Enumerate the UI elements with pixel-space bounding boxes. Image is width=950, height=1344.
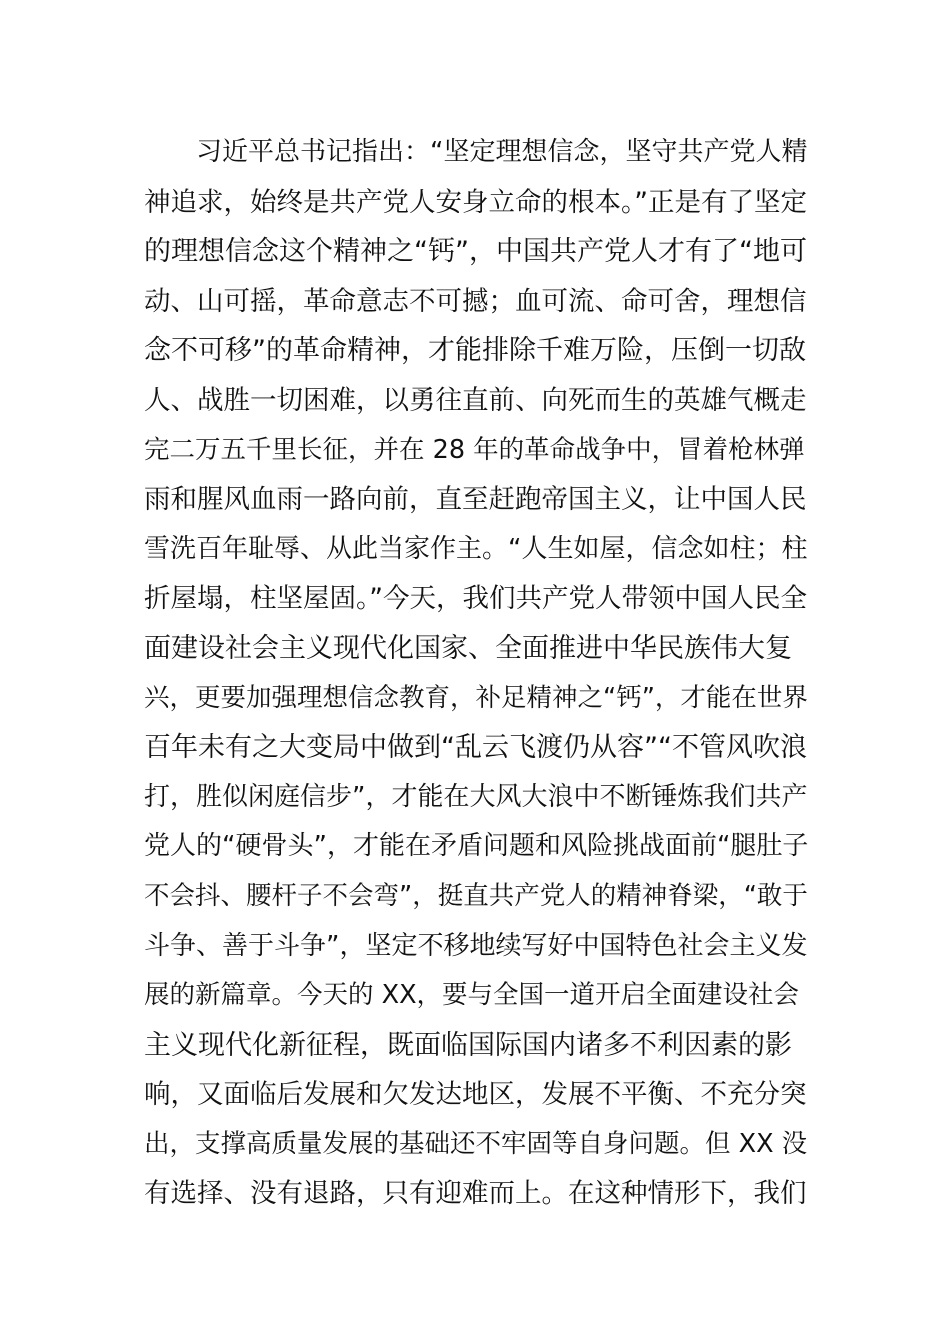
text-line: 有选择、没有退路，只有迎难而上。在这种情形下，我们: [144, 1178, 807, 1210]
text-line: 兴，更要加强理想信念教育，补足精神之“钙”，才能在世界: [144, 682, 808, 713]
text-line: 折屋塌，柱坚屋固。”今天，我们共产党人带领中国人民全: [144, 583, 807, 615]
text-line: 展的新篇章。今天的 XX，要与全国一道开启全面建设社会: [144, 980, 800, 1011]
text-line: 响，又面临后发展和欠发达地区，发展不平衡、不充分突: [144, 1079, 807, 1111]
text-line: 完二万五千里长征，并在 28 年的革命战争中，冒着枪林弹: [144, 434, 805, 465]
text-line: 人、战胜一切困难，以勇往直前、向死而生的英雄气概走: [144, 384, 807, 416]
text-line: 面建设社会主义现代化国家、全面推进中华民族伟大复: [144, 632, 792, 664]
text-line: 打，胜似闲庭信步”，才能在大风大浪中不断锤炼我们共产: [144, 781, 808, 812]
text-line: 念不可移”的革命精神，才能排除千难万险，压倒一切敌: [144, 335, 806, 367]
text-line: 雪洗百年耻辱、从此当家作主。“人生如屋，信念如柱；柱: [144, 533, 808, 564]
text-line: 出，支撑高质量发展的基础还不牢固等自身问题。但 XX 没: [144, 1128, 808, 1159]
text-line: 动、山可摇，革命意志不可撼；血可流、命可舍，理想信: [144, 285, 807, 317]
text-line: 主义现代化新征程，既面临国际国内诸多不利因素的影: [144, 1029, 792, 1061]
text-line: 习近平总书记指出：“坚定理想信念，坚守共产党人精: [144, 137, 808, 167]
body-paragraph: [144, 128, 808, 1219]
text-line: 党人的“硬骨头”，才能在矛盾问题和风险挑战面前“腿肚子: [144, 831, 809, 862]
text-line: 的理想信念这个精神之“钙”，中国共产党人才有了“地可: [144, 236, 807, 268]
text-line: 雨和腥风血雨一路向前，直至赶跑帝国主义，让中国人民: [144, 484, 807, 516]
text-line: 神追求，始终是共产党人安身立命的根本。”正是有了坚定: [144, 186, 807, 218]
text-line: 百年未有之大变局中做到“乱云飞渡仍从容”“不管风吹浪: [144, 732, 807, 764]
text-line: 不会抖、腰杆子不会弯”，挺直共产党人的精神脊梁，“敢于: [144, 880, 808, 911]
text-line: 斗争、善于斗争”，坚定不移地续写好中国特色社会主义发: [144, 930, 808, 961]
